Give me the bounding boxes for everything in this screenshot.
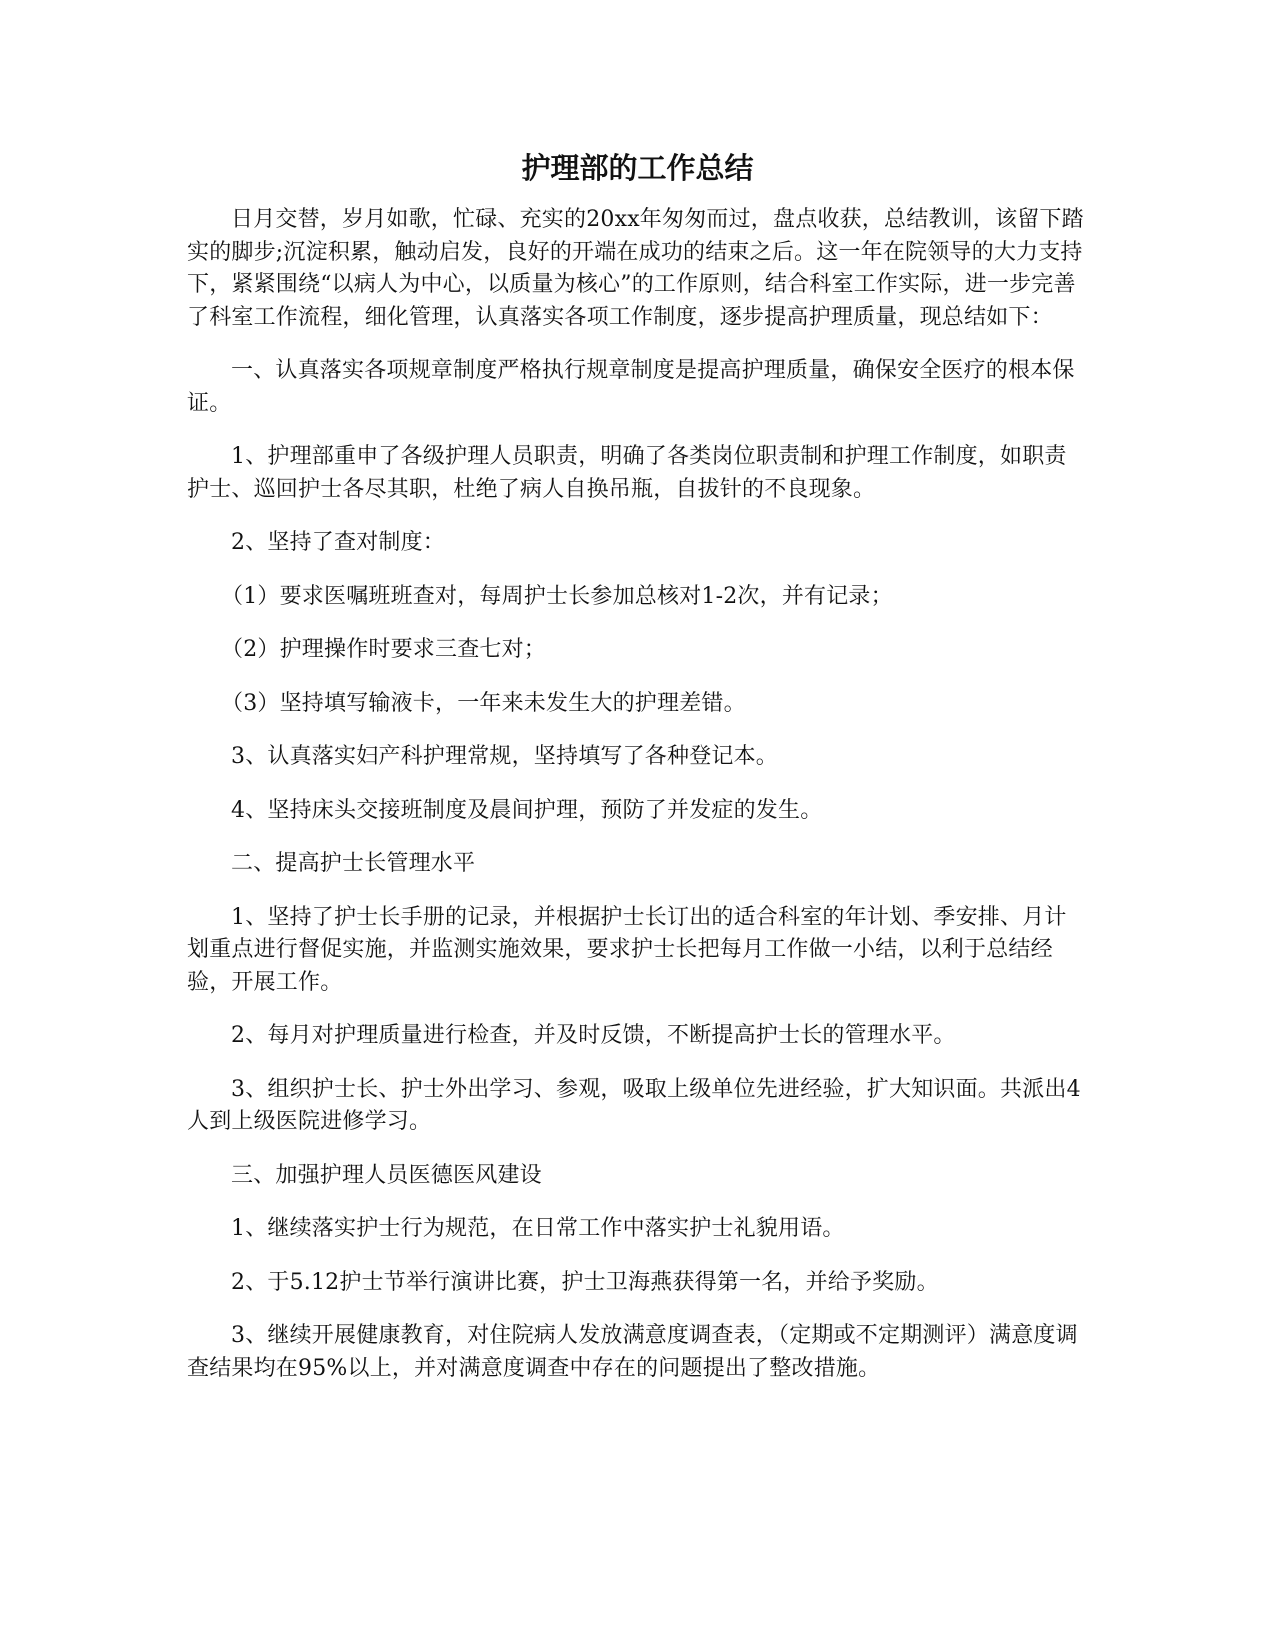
- list-item: 3、认真落实妇产科护理常规，坚持填写了各种登记本。: [231, 744, 778, 769]
- sub-list-item: （1）要求医嘱班班查对，每周护士长参加总核对1-2次，并有记录；: [221, 583, 893, 609]
- document-body: [187, 204, 1087, 1406]
- document-title: 护理部的工作总结: [521, 151, 754, 185]
- list-item: 3、继续开展健康教育，对住院病人发放满意度调查表，（定期或不定期测评）满意度调查结果均在95%以上，并对满意度调查中存在的问题提出了整改措施。: [187, 1323, 1078, 1381]
- section-heading-1: 一、认真落实各项规章制度严格执行规章制度是提高护理质量，确保安全医疗的根本保证。: [187, 358, 1075, 416]
- intro-paragraph: 日月交替，岁月如歌，忙碌、充实的20xx年匆匆而过，盘点收获，总结教训，该留下踏实的脚步;沉淀积累，触动启发，良好的开端在成功的结束之后。这一年在院领导的大力支持下，紧紧围绕“以病人为中心，以质量为核心”的工作原则，结合科室工作实际，进一步完善了科室工作流程，细化管理，认真落实各项工作制度，逐步提高护理质量，现总结如下：: [187, 207, 1084, 330]
- list-item: 2、于5.12护士节举行演讲比赛，护士卫海燕获得第一名，并给予奖励。: [231, 1269, 939, 1295]
- list-item: 1、继续落实护士行为规范，在日常工作中落实护士礼貌用语。: [231, 1216, 845, 1241]
- section-heading-2: 二、提高护士长管理水平: [231, 851, 476, 876]
- sub-list-item: （2）护理操作时要求三查七对；: [221, 637, 546, 662]
- list-item: 2、每月对护理质量进行检查，并及时反馈，不断提高护士长的管理水平。: [231, 1023, 956, 1048]
- list-item: 2、坚持了查对制度：: [231, 530, 445, 555]
- section-heading-3: 三、加强护理人员医德医风建设: [231, 1162, 542, 1188]
- list-item: 1、坚持了护士长手册的记录，并根据护士长订出的适合科室的年计划、季安排、月计划重点进行督促实施，并监测实施效果，要求护士长把每月工作做一小结，以利于总结经验，开展工作。: [187, 904, 1067, 995]
- list-item: 4、坚持床头交接班制度及晨间护理，预防了并发症的发生。: [231, 797, 823, 823]
- list-item: 3、组织护士长、护士外出学习、参观，吸取上级单位先进经验，扩大知识面。共派出4人到上级医院进修学习。: [187, 1076, 1081, 1134]
- list-item: 1、护理部重申了各级护理人员职责，明确了各类岗位职责制和护理工作制度，如职责护士、巡回护士各尽其职，杜绝了病人自换吊瓶，自拔针的不良现象。: [187, 444, 1067, 502]
- sub-list-item: （3）坚持填写输液卡，一年来未发生大的护理差错。: [221, 690, 746, 716]
